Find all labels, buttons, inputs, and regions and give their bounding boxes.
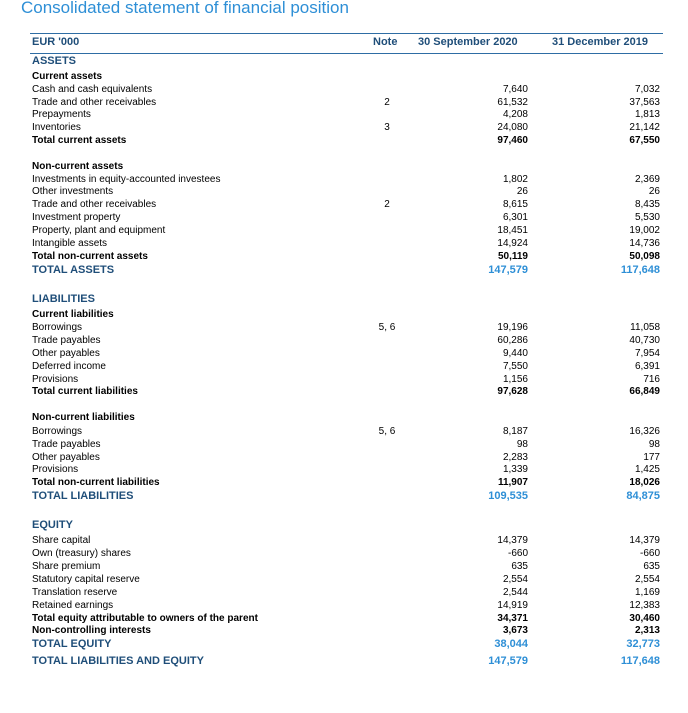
row-label: Total non-current liabilities — [32, 477, 160, 488]
value-2020: 3,673 — [502, 625, 528, 636]
value-2019: 37,563 — [629, 97, 660, 108]
value-2020: 2,554 — [502, 574, 528, 585]
row-label: Total current assets — [32, 135, 127, 146]
row-label: TOTAL LIABILITIES AND EQUITY — [32, 655, 204, 667]
header-top-rule — [30, 33, 663, 34]
table-row — [32, 476, 663, 489]
value-2019: 14,736 — [629, 238, 660, 249]
value-2020: 11,907 — [497, 477, 528, 488]
value-2020: 38,044 — [494, 638, 528, 650]
row-label: TOTAL LIABILITIES — [32, 490, 134, 502]
table-row — [32, 121, 663, 134]
value-2020: 1,339 — [502, 464, 528, 475]
row-label: Total current liabilities — [32, 386, 138, 397]
row-label: Total equity attributable to owners of the parent — [32, 613, 258, 624]
value-2020: 97,460 — [497, 135, 528, 146]
row-label: Non-current assets — [32, 161, 124, 172]
table-row — [32, 321, 663, 334]
row-label: Cash and cash equivalents — [32, 84, 153, 95]
table-row — [32, 438, 663, 451]
value-2019: 14,379 — [629, 535, 660, 546]
value-2019: 32,773 — [626, 638, 660, 650]
value-2020: -660 — [507, 548, 528, 559]
table-row — [32, 185, 663, 198]
value-2019: 19,002 — [629, 225, 660, 236]
value-2019: 117,648 — [620, 655, 660, 667]
value-2019: 5,530 — [634, 212, 660, 223]
col2-header: 31 December 2019 — [552, 36, 649, 48]
row-label: Prepayments — [32, 109, 91, 120]
row-label: TOTAL ASSETS — [32, 264, 115, 276]
row-label: Deferred income — [32, 361, 106, 372]
row-label: Non-current liabilities — [32, 412, 135, 423]
table-row — [32, 599, 663, 612]
row-label: Non-controlling interests — [32, 625, 151, 636]
table-row — [32, 655, 663, 668]
value-2020: 14,379 — [497, 535, 528, 546]
value-2019: 2,369 — [634, 174, 660, 185]
table-row — [32, 250, 663, 263]
row-label: Other investments — [32, 186, 114, 197]
value-2019: 30,460 — [629, 613, 660, 624]
table-row — [32, 638, 663, 651]
table-row — [32, 360, 663, 373]
value-2019: 2,313 — [634, 625, 660, 636]
value-2020: 4,208 — [502, 109, 528, 120]
table-row — [32, 211, 663, 224]
table-row — [32, 573, 663, 586]
value-2020: 2,283 — [502, 452, 528, 463]
value-2019: 1,425 — [634, 464, 660, 475]
value-2020: 18,451 — [497, 225, 528, 236]
table-row — [32, 70, 663, 83]
value-2020: 8,615 — [502, 199, 528, 210]
row-label: Inventories — [32, 122, 81, 133]
row-label: Statutory capital reserve — [32, 574, 140, 585]
row-label: Own (treasury) shares — [32, 548, 131, 559]
value-2020: 19,196 — [497, 322, 528, 333]
value-2019: 1,813 — [634, 109, 660, 120]
value-2020: 14,924 — [497, 238, 528, 249]
row-label: Trade payables — [32, 439, 101, 450]
row-label: Provisions — [32, 464, 79, 475]
table-row — [32, 198, 663, 211]
table-row — [32, 519, 663, 532]
value-2020: 34,371 — [497, 613, 528, 624]
row-label: TOTAL EQUITY — [32, 638, 112, 650]
row-label: Current assets — [32, 71, 103, 82]
row-label: Share capital — [32, 535, 91, 546]
table-row — [32, 586, 663, 599]
row-label: ASSETS — [32, 55, 77, 67]
value-2020: 97,628 — [497, 386, 528, 397]
row-label: Trade and other receivables — [32, 199, 157, 210]
col1-header: 30 September 2020 — [418, 36, 518, 48]
value-2020: 1,802 — [502, 174, 528, 185]
row-label: Borrowings — [32, 426, 83, 437]
table-row — [32, 308, 663, 321]
row-label: Retained earnings — [32, 600, 114, 611]
table-row — [32, 463, 663, 476]
table-row — [32, 385, 663, 398]
value-2019: 635 — [643, 561, 660, 572]
row-label: Investments in equity-accounted investees — [32, 174, 221, 185]
row-label: Provisions — [32, 374, 79, 385]
value-2020: 109,535 — [488, 490, 528, 502]
row-label: Translation reserve — [32, 587, 118, 598]
table-row — [32, 624, 663, 637]
value-2019: 117,648 — [620, 264, 660, 276]
row-note: 3 — [384, 122, 390, 133]
row-label: Intangible assets — [32, 238, 108, 249]
row-label: Total non-current assets — [32, 251, 148, 262]
table-row — [32, 224, 663, 237]
value-2019: 21,142 — [629, 122, 660, 133]
table-row — [32, 55, 663, 68]
value-2019: 7,032 — [634, 84, 660, 95]
table-row — [32, 347, 663, 360]
row-label: Property, plant and equipment — [32, 225, 166, 236]
value-2019: 6,391 — [634, 361, 660, 372]
value-2020: 24,080 — [497, 122, 528, 133]
table-row — [32, 160, 663, 173]
value-2020: 2,544 — [502, 587, 528, 598]
row-label: Current liabilities — [32, 309, 114, 320]
value-2020: 147,579 — [488, 655, 528, 667]
value-2020: 147,579 — [488, 264, 528, 276]
value-2020: 6,301 — [502, 212, 528, 223]
value-2020: 50,119 — [497, 251, 528, 262]
row-label: Other payables — [32, 348, 100, 359]
value-2020: 98 — [516, 439, 528, 450]
page-title: Consolidated statement of financial position — [21, 0, 349, 17]
value-2019: 177 — [643, 452, 660, 463]
value-2019: 16,326 — [629, 426, 660, 437]
value-2019: 67,550 — [629, 135, 660, 146]
value-2019: 11,058 — [630, 322, 660, 333]
value-2020: 14,919 — [497, 600, 528, 611]
row-label: Investment property — [32, 212, 121, 223]
value-2020: 1,156 — [502, 374, 528, 385]
table-row — [32, 134, 663, 147]
row-label: Borrowings — [32, 322, 83, 333]
value-2019: 7,954 — [634, 348, 660, 359]
row-note: 5, 6 — [378, 426, 396, 437]
value-2019: 2,554 — [634, 574, 660, 585]
table-row — [32, 108, 663, 121]
value-2020: 9,440 — [502, 348, 528, 359]
value-2019: 40,730 — [629, 335, 660, 346]
value-2019: 50,098 — [629, 251, 660, 262]
row-label: Trade and other receivables — [32, 97, 157, 108]
value-2019: 12,383 — [629, 600, 660, 611]
table-row — [32, 293, 663, 306]
table-row — [32, 334, 663, 347]
row-label: Share premium — [32, 561, 101, 572]
row-label: Trade payables — [32, 335, 101, 346]
table-row — [32, 534, 663, 547]
table-row — [32, 411, 663, 424]
value-2020: 7,640 — [502, 84, 528, 95]
row-label: EQUITY — [32, 519, 73, 531]
value-2019: 18,026 — [629, 477, 660, 488]
value-2020: 60,286 — [497, 335, 528, 346]
table-row — [32, 560, 663, 573]
table-row — [32, 264, 663, 277]
value-2019: 716 — [643, 374, 660, 385]
unit-header: EUR '000 — [32, 36, 80, 48]
row-note: 2 — [384, 199, 390, 210]
table-row — [32, 425, 663, 438]
value-2020: 8,187 — [502, 426, 528, 437]
value-2020: 26 — [516, 186, 528, 197]
row-label: Other payables — [32, 452, 100, 463]
value-2019: 26 — [648, 186, 660, 197]
table-row — [32, 237, 663, 250]
note-header: Note — [373, 36, 398, 48]
table-row — [32, 547, 663, 560]
value-2019: 84,875 — [626, 490, 660, 502]
value-2019: 1,169 — [634, 587, 660, 598]
value-2020: 635 — [511, 561, 528, 572]
value-2019: 66,849 — [629, 386, 660, 397]
table-row — [32, 83, 663, 96]
header-bottom-rule — [30, 53, 663, 54]
row-note: 5, 6 — [378, 322, 396, 333]
table-row — [32, 490, 663, 503]
row-label: LIABILITIES — [32, 293, 95, 305]
value-2019: 8,435 — [634, 199, 660, 210]
row-note: 2 — [384, 97, 390, 108]
value-2020: 7,550 — [502, 361, 528, 372]
value-2019: 98 — [648, 439, 660, 450]
value-2019: -660 — [639, 548, 660, 559]
value-2020: 61,532 — [497, 97, 528, 108]
